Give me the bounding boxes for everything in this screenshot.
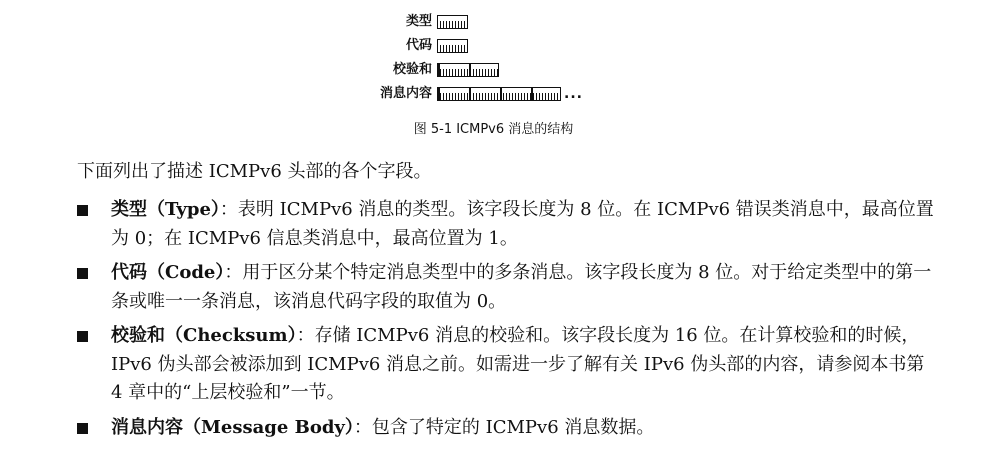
term-code: 代码 <box>111 262 147 283</box>
term-code-en: （Code） <box>147 262 225 283</box>
term-type-en: （Type） <box>147 199 220 220</box>
term-message-body-en: （Message Body） <box>183 416 354 438</box>
figure-caption: 图 5-1 ICMPv6 消息的结构 <box>413 122 574 137</box>
list-item-type <box>77 196 937 253</box>
term-message-body: 消息内容 <box>111 416 183 438</box>
icmpv6-structure-figure <box>0 0 987 150</box>
field-body-box <box>437 87 561 101</box>
desc-type: ：表明 ICMPv6 消息的类型。该字段长度为 8 位。在 ICMPv6 错误类消息中，最高位置为 0；在 ICMPv6 信息类消息中，最高位置为 1。 <box>111 199 934 249</box>
intro-text: 下面列出了描述 ICMPv6 头部的各个字段。 <box>77 161 432 182</box>
desc-code: ：用于区分某个特定消息类型中的多条消息。该字段长度为 8 位。对于给定类型中的第一条或唯一一条消息，该消息代码字段的取值为 0。 <box>111 262 932 312</box>
field-checksum-box <box>437 63 499 77</box>
field-description-list <box>77 196 937 448</box>
term-type: 类型 <box>111 199 147 220</box>
label-code: 代码 <box>405 38 432 53</box>
label-message-body: 消息内容 <box>379 86 432 101</box>
field-code-box <box>437 39 468 53</box>
bullet-square-icon <box>77 268 88 279</box>
list-item-checksum <box>77 322 937 408</box>
bullet-square-icon <box>77 331 88 342</box>
term-checksum: 校验和 <box>111 325 165 346</box>
bullet-square-icon <box>77 423 88 434</box>
list-item-message-body <box>77 414 937 443</box>
bullet-square-icon <box>77 205 88 216</box>
label-type: 类型 <box>405 14 432 29</box>
desc-message-body: ：包含了特定的 ICMPv6 消息数据。 <box>353 416 655 438</box>
desc-checksum: ：存储 ICMPv6 消息的校验和。该字段长度为 16 位。在计算校验和的时候，IPv6 伪头部会被添加到 ICMPv6 消息之前。如需进一步了解有关 IPv6 伪头部的内容，请参阅本书第 4 章中的“上层校验和”一节。 <box>111 325 925 403</box>
field-type-box <box>437 15 468 29</box>
list-item-code <box>77 259 937 316</box>
field-body-ellipsis: ... <box>564 86 583 102</box>
term-checksum-en: （Checksum） <box>165 325 297 346</box>
label-checksum: 校验和 <box>392 62 432 77</box>
